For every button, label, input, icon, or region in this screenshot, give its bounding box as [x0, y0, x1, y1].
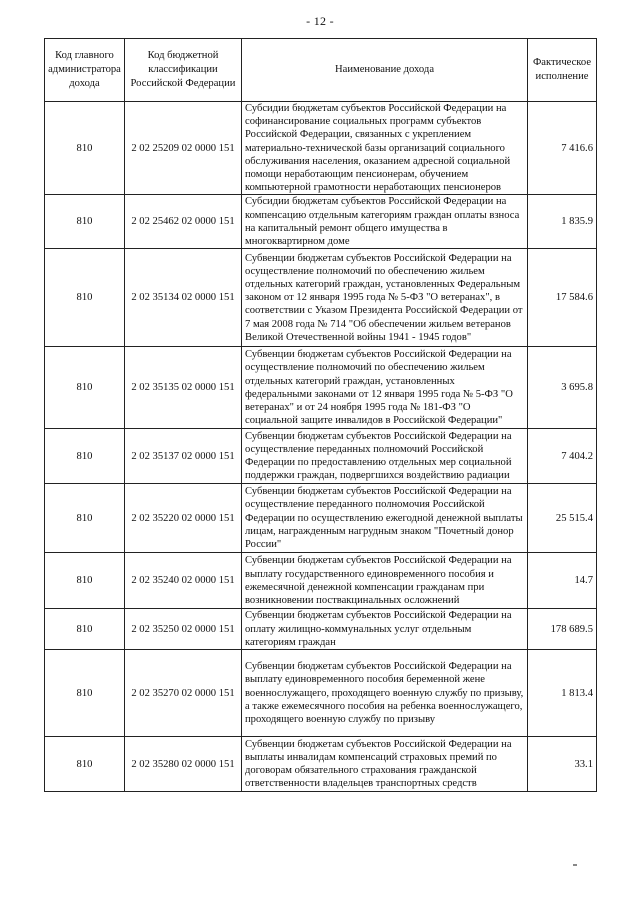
header-admin-code: Код главного администратора дохода	[45, 39, 125, 102]
revenue-table	[44, 38, 597, 792]
header-budget-code: Код бюджетной классификации Российской Федерации	[125, 39, 242, 102]
table-row	[45, 737, 597, 792]
table-header-row	[45, 39, 597, 102]
revenue-name-cell: Субвенции бюджетам субъектов Российской Федерации на выплаты инвалидам компенсаций страховых премий по договорам обязательного страхования гражданской ответственности владельцев транспортных средств	[242, 737, 528, 792]
budget-code-cell: 2 02 25209 02 0000 151	[125, 102, 242, 195]
revenue-name-cell: Субвенции бюджетам субъектов Российской Федерации на осуществление переданных полномочий Российской Федерации по предоставлению отдельных мер социальной поддержки граждан, подвергшихся воздействию радиации	[242, 429, 528, 484]
budget-code-cell: 2 02 35270 02 0000 151	[125, 650, 242, 737]
scan-speck	[573, 864, 577, 866]
revenue-name-cell: Субвенции бюджетам субъектов Российской Федерации на осуществление переданного полномочия Российской Федерации по осуществлению ежегодной денежной выплаты лицам, награжденным нагрудным знаком "Почетный донор России"	[242, 484, 528, 553]
admin-code-cell: 810	[45, 102, 125, 195]
table-row	[45, 553, 597, 609]
table-row	[45, 102, 597, 195]
revenue-name-cell: Субсидии бюджетам субъектов Российской Федерации на софинансирование социальных программ субъектов Российской Федерации, связанных с укреплением материально-технической базы организаций социального обслуживания населения, оказанием адресной социальной помощи неработающим пенсионерам, обучением компьютерной грамотности неработающих пенсионеров	[242, 102, 528, 195]
revenue-name-cell: Субвенции бюджетам субъектов Российской Федерации на осуществление полномочий по обеспечению жильем отдельных категорий граждан, установленных Федеральным законом от 12 января 1995 года № 5-ФЗ "О ветеранах", в соответствии с Указом Президента Российской Федерации от 7 мая 2008 года № 714 "Об обеспечении жильем ветеранов Великой Отечественной войны 1941 - 1945 годов"	[242, 249, 528, 347]
admin-code-cell: 810	[45, 429, 125, 484]
revenue-name-cell: Субвенции бюджетам субъектов Российской Федерации на осуществление полномочий по обеспечению жильем отдельных категорий граждан, установленных федеральными законами от 12 января 1995 года № 5-ФЗ "О ветеранах" и от 24 ноября 1995 года № 181-ФЗ "О социальной защите инвалидов в Российской Федерации"	[242, 347, 528, 429]
amount-cell: 3 695.8	[528, 347, 597, 429]
table-row	[45, 195, 597, 249]
revenue-name-cell: Субсидии бюджетам субъектов Российской Федерации на компенсацию отдельным категориям граждан оплаты взноса на капитальный ремонт общего имущества в многоквартирном доме	[242, 195, 528, 249]
budget-code-cell: 2 02 25462 02 0000 151	[125, 195, 242, 249]
table-row	[45, 249, 597, 347]
table-row	[45, 609, 597, 650]
amount-cell: 17 584.6	[528, 249, 597, 347]
admin-code-cell: 810	[45, 650, 125, 737]
amount-cell: 1 813.4	[528, 650, 597, 737]
admin-code-cell: 810	[45, 737, 125, 792]
amount-cell: 33.1	[528, 737, 597, 792]
budget-code-cell: 2 02 35250 02 0000 151	[125, 609, 242, 650]
table-row	[45, 484, 597, 553]
amount-cell: 1 835.9	[528, 195, 597, 249]
admin-code-cell: 810	[45, 609, 125, 650]
budget-code-cell: 2 02 35240 02 0000 151	[125, 553, 242, 609]
admin-code-cell: 810	[45, 484, 125, 553]
budget-code-cell: 2 02 35220 02 0000 151	[125, 484, 242, 553]
budget-code-cell: 2 02 35134 02 0000 151	[125, 249, 242, 347]
table-row	[45, 650, 597, 737]
admin-code-cell: 810	[45, 249, 125, 347]
budget-code-cell: 2 02 35135 02 0000 151	[125, 347, 242, 429]
header-actual: Фактическое исполнение	[528, 39, 597, 102]
amount-cell: 178 689.5	[528, 609, 597, 650]
amount-cell: 7 404.2	[528, 429, 597, 484]
amount-cell: 25 515.4	[528, 484, 597, 553]
revenue-name-cell: Субвенции бюджетам субъектов Российской Федерации на оплату жилищно-коммунальных услуг отдельным категориям граждан	[242, 609, 528, 650]
revenue-name-cell: Субвенции бюджетам субъектов Российской Федерации на выплату государственного единовременного пособия и ежемесячной денежной компенсации гражданам при возникновении поствакцинальных осложнений	[242, 553, 528, 609]
budget-code-cell: 2 02 35137 02 0000 151	[125, 429, 242, 484]
admin-code-cell: 810	[45, 347, 125, 429]
header-revenue-name: Наименование дохода	[242, 39, 528, 102]
revenue-name-cell: Субвенции бюджетам субъектов Российской Федерации на выплату единовременного пособия беременной жене военнослужащего, проходящего военную службу по призыву, а также ежемесячного пособия на ребенка военнослужащего, проходящего военную службу по призыву	[242, 650, 528, 737]
admin-code-cell: 810	[45, 195, 125, 249]
page-number: - 12 -	[306, 14, 334, 28]
amount-cell: 7 416.6	[528, 102, 597, 195]
table-row	[45, 429, 597, 484]
table-row	[45, 347, 597, 429]
amount-cell: 14.7	[528, 553, 597, 609]
admin-code-cell: 810	[45, 553, 125, 609]
budget-code-cell: 2 02 35280 02 0000 151	[125, 737, 242, 792]
